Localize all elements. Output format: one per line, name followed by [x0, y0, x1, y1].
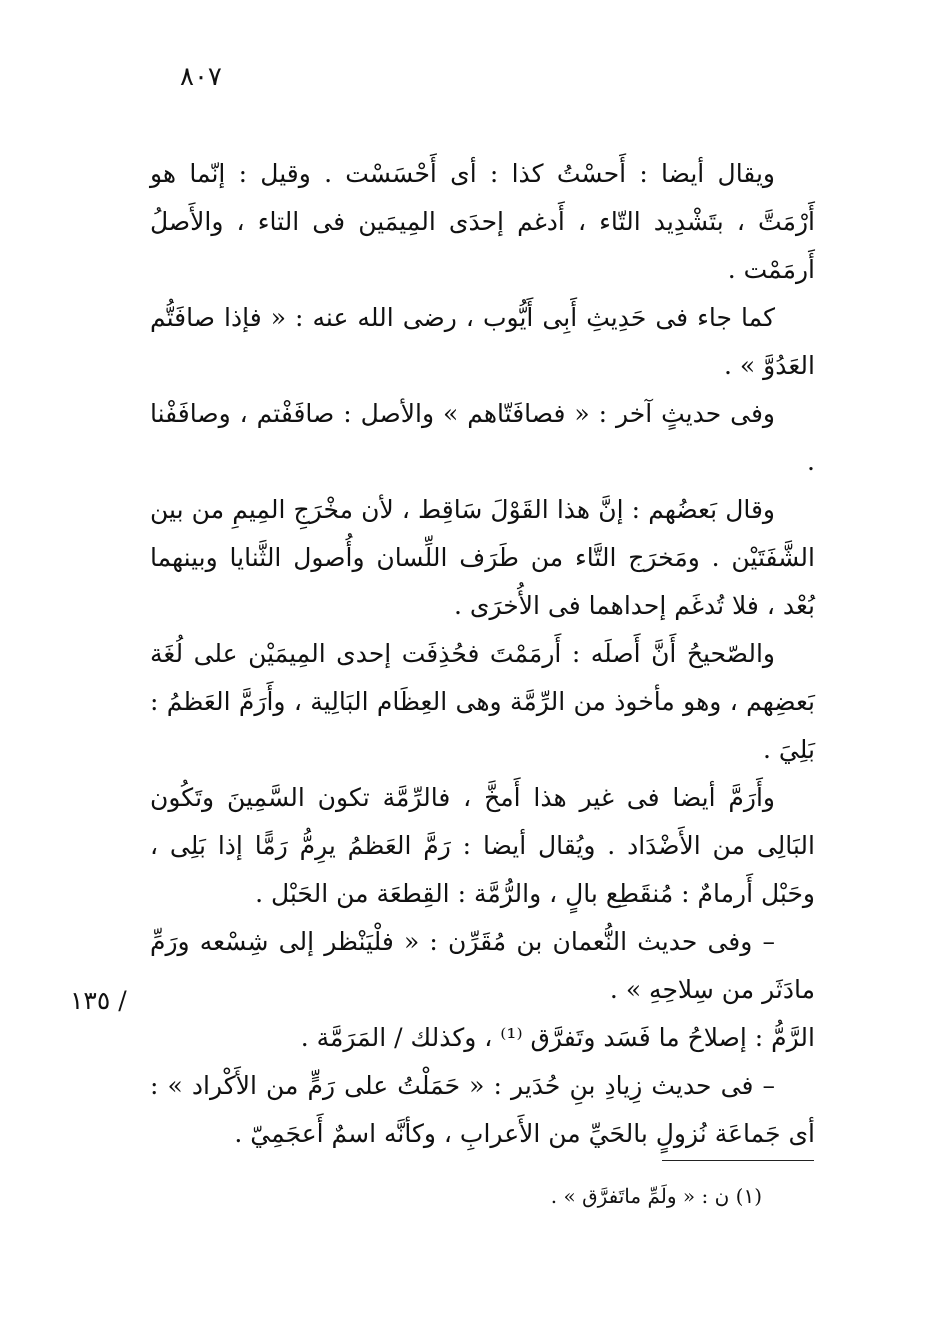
paragraph-5: والصّحيحُ أَنَّ أَصلَه : أَرمَمْتَ فحُذِفَت إحدى المِيمَيْن على لُغَة بَعضِهم ، وهو مأخوذ من الرِّمَّة وهى العِظَام البَالِية ، وأَرَمَّ العَظمُ : بَلِيَ .	[150, 639, 815, 764]
main-text	[150, 150, 815, 1158]
footnote: (١) ن : « ولَمِّ ماتَفرَّق » .	[550, 1184, 762, 1208]
paragraph-1: ويقال أيضا : أَحسْتُ كذا : أى أَحْسَسْت . وقيل : إنّما هو أَرْمَتَّ ، بتَشْدِيد التّاء ، أَدغم إحدَى المِيمَين فى التاء ، والأَصلُ أَرمَمْت .	[150, 159, 815, 284]
paragraph-4: وقال بَعضُهم : إنَّ هذا القَوْلَ سَاقِط ، لأن مخْرَجِ المِيمِ من بين الشَّفَتَيْن . ومَخرَج التَّاء من طَرَف اللِّسان وأُصول الثَّنايا وبينهما بُعْد ، فلا تُدغَم إحداهما فى الأُخرَى .	[150, 495, 815, 620]
paragraph-8: الرَّمُّ : إصلاحُ ما فَسَد وتَفرَّق ⁽¹⁾ ، وكذلك / المَرَمَّة .	[300, 1023, 815, 1052]
footnote-divider	[662, 1160, 814, 1161]
margin-reference: / ١٣٥	[70, 986, 127, 1015]
paragraph-7: – وفى حديث النُّعمان بن مُقَرِّن : « فلْيَنْظر إلى شِسْعه ورَمِّ مادَثَر من سِلاحِهِ » .	[150, 927, 815, 1004]
paragraph-2: كما جاء فى حَدِيثِ أَبِى أَيُّوب ، رضى الله عنه : « فإذا صافَتُّم العَدُوَّ » .	[150, 303, 815, 380]
paragraph-6: وأَرَمَّ أيضا فى غير هذا أَمخَّ ، فالرِّمَّة تكون السَّمِينَ وتَكُون البَالِى من الأَضْدَاد . ويُقال أيضا : رَمَّ العَظمُ يرِمُّ رَمًّا إذا بَلِى ، وحَبْل أَرمامٌ : مُنقَطِع بالٍ ، والرُّمَّة : القِطعَة من الحَبْل .	[150, 783, 815, 908]
page-number: ٨٠٧	[180, 62, 222, 92]
paragraph-9: – فى حديث زِيادِ بنِ حُدَير : « حَمَلْتُ على رَمٍّ من الأَكْراد » : أى جَماعَة نُزولٍ بالحَيِّ من الأَعرابِ ، وكأنَّه اسمٌ أَعجَمِيّ .	[150, 1071, 815, 1148]
paragraph-3: وفى حديثٍ آخر : « فصافَتّاهم » والأصل : صافَفْتم ، وصافَفْنا .	[150, 399, 815, 476]
